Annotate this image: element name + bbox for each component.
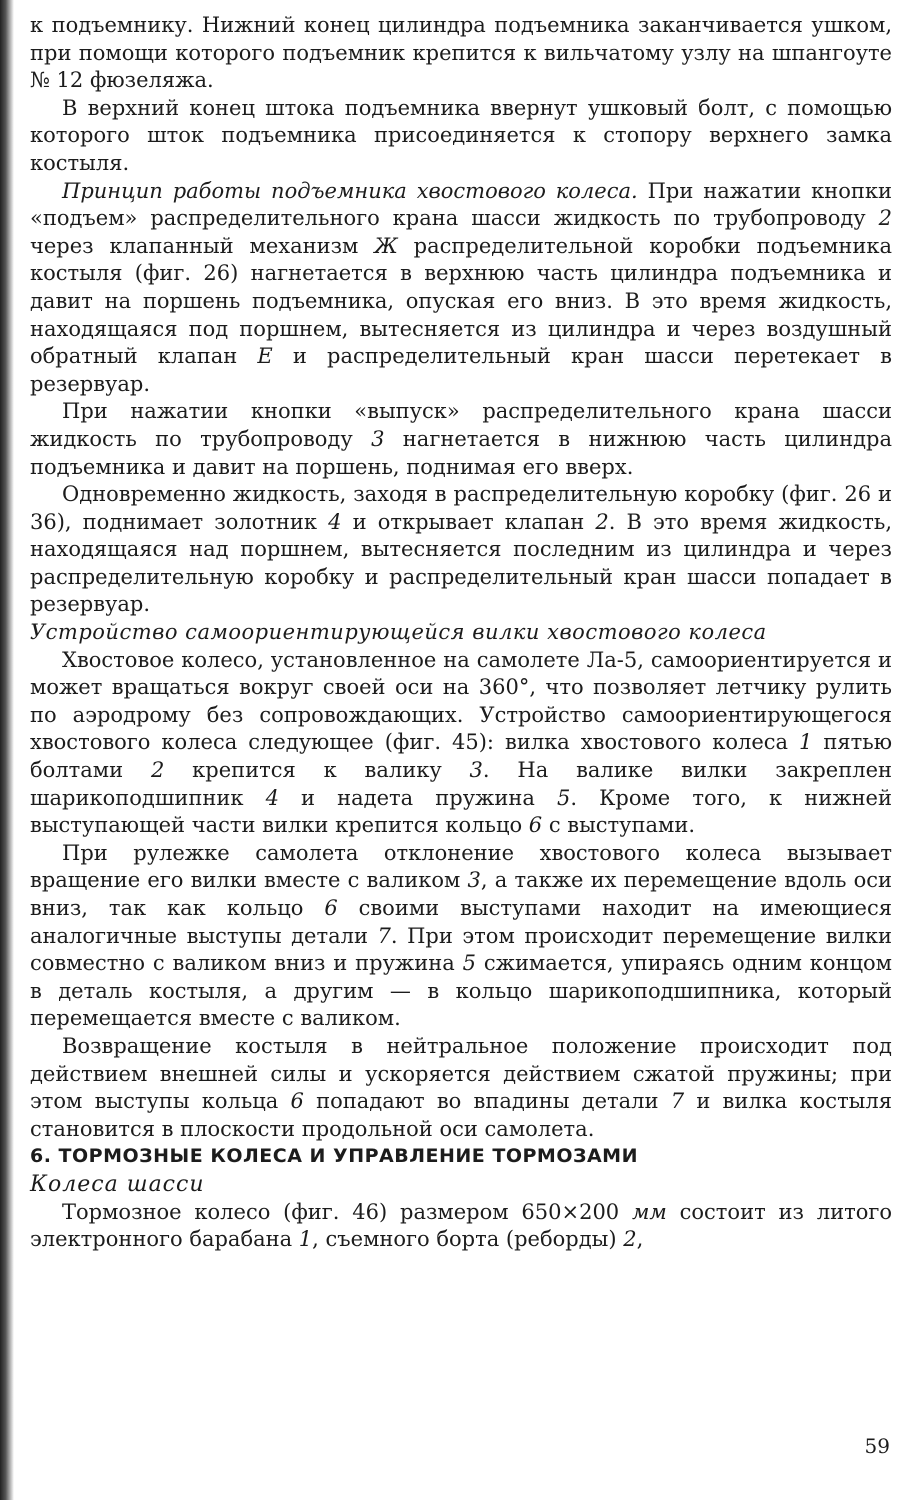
inline-title-lift-principle: Принцип работы подъемника хвостового колеса.	[62, 178, 638, 203]
paragraph-tail-wheel: Хвостовое колесо, установленное на самолете Ла-5, самоориентируется и может вращаться вокруг своей оси на 360°, что позволяет летчику рулить по аэродрому без сопровождающих. Устройство самоориентирующегося хвостового колеса следующее (фиг. 45): вилка хвостового колеса 1 пятью болтами 2 крепится к валику 3. На валике вилки закреплен шарикоподшипник 4 и надета пружина 5. Кроме того, к нижней выступающей части вилки крепится кольцо 6 с выступами.	[30, 647, 892, 838]
paragraph-distribution-box: Одновременно жидкость, заходя в распределительную коробку (фиг. 26 и 36), поднимает золотник 4 и открывает клапан 2. В это время жидкость, находящаяся над поршнем, вытесняется последним из цилиндра и через распределительную коробку и распределительный кран шасси попадает в резервуар.	[30, 482, 892, 617]
book-page	[30, 12, 892, 1254]
subheading-wheels: Колеса шасси	[30, 1171, 205, 1197]
paragraph-lift-principle: Принцип работы подъемника хвостового колеса. При нажатии кнопки «подъем» распределительного крана шасси жидкость по трубопроводу 2 через клапанный механизм Ж распределительной коробки подъемника костыля (фиг. 26) нагнетается в верхнюю часть цилиндра подъемника и давит на поршень подъемника, опуская его вниз. В это время жидкость, находящаяся под поршнем, вытесняется из цилиндра и через воздушный обратный клапан Е и распределительный кран шасси перетекает в резервуар.	[30, 178, 893, 396]
subheading-tail-fork: Устройство самоориентирующейся вилки хвостового колеса	[30, 620, 767, 645]
paragraph-brake-wheel: Тормозное колесо (фиг. 46) размером 650×200 мм состоит из литого электронного барабана 1, съемного борта (реборды) 2,	[30, 1199, 892, 1252]
paragraph-taxiing: При рулежке самолета отклонение хвостового колеса вызывает вращение его вилки вместе с валиком 3, а также их перемещение вдоль оси вниз, так как кольцо 6 своими выступами находит на имеющиеся аналогичные выступы детали 7. При этом происходит перемещение вилки совместно с валиком вниз и пружина 5 сжимается, упираясь одним концом в деталь костыля, а другим — в кольцо шарикоподшипника, который перемещается вместе с валиком.	[30, 840, 893, 1031]
paragraph-lift-cylinder: к подъемнику. Нижний конец цилиндра подъемника заканчивается ушком, при помощи которого подъемник крепится к вильчатому узлу на шпангоуте № 12 фюзеляжа.	[30, 13, 892, 93]
page-number: 59	[864, 1434, 890, 1458]
section-title-brakes: 6. ТОРМОЗНЫЕ КОЛЕСА И УПРАВЛЕНИЕ ТОРМОЗАМИ	[30, 1145, 638, 1168]
paragraph-release-button: При нажатии кнопки «выпуск» распределительного крана шасси жидкость по трубопроводу 3 нагнетается в нижнюю часть цилиндра подъемника и давит на поршень, поднимая его вверх.	[30, 399, 893, 479]
page-binding-shadow	[0, 0, 14, 1500]
paragraph-piston-rod: В верхний конец штока подъемника ввернут ушковый болт, с помощью которого шток подъемника присоединяется к стопору верхнего замка костыля.	[30, 95, 892, 175]
paragraph-return-neutral: Возвращение костыля в нейтральное положение происходит под действием внешней силы и ускоряется действием сжатой пружины; при этом выступы кольца 6 попадают во впадины детали 7 и вилка костыля становится в плоскости продольной оси самолета.	[30, 1033, 892, 1141]
